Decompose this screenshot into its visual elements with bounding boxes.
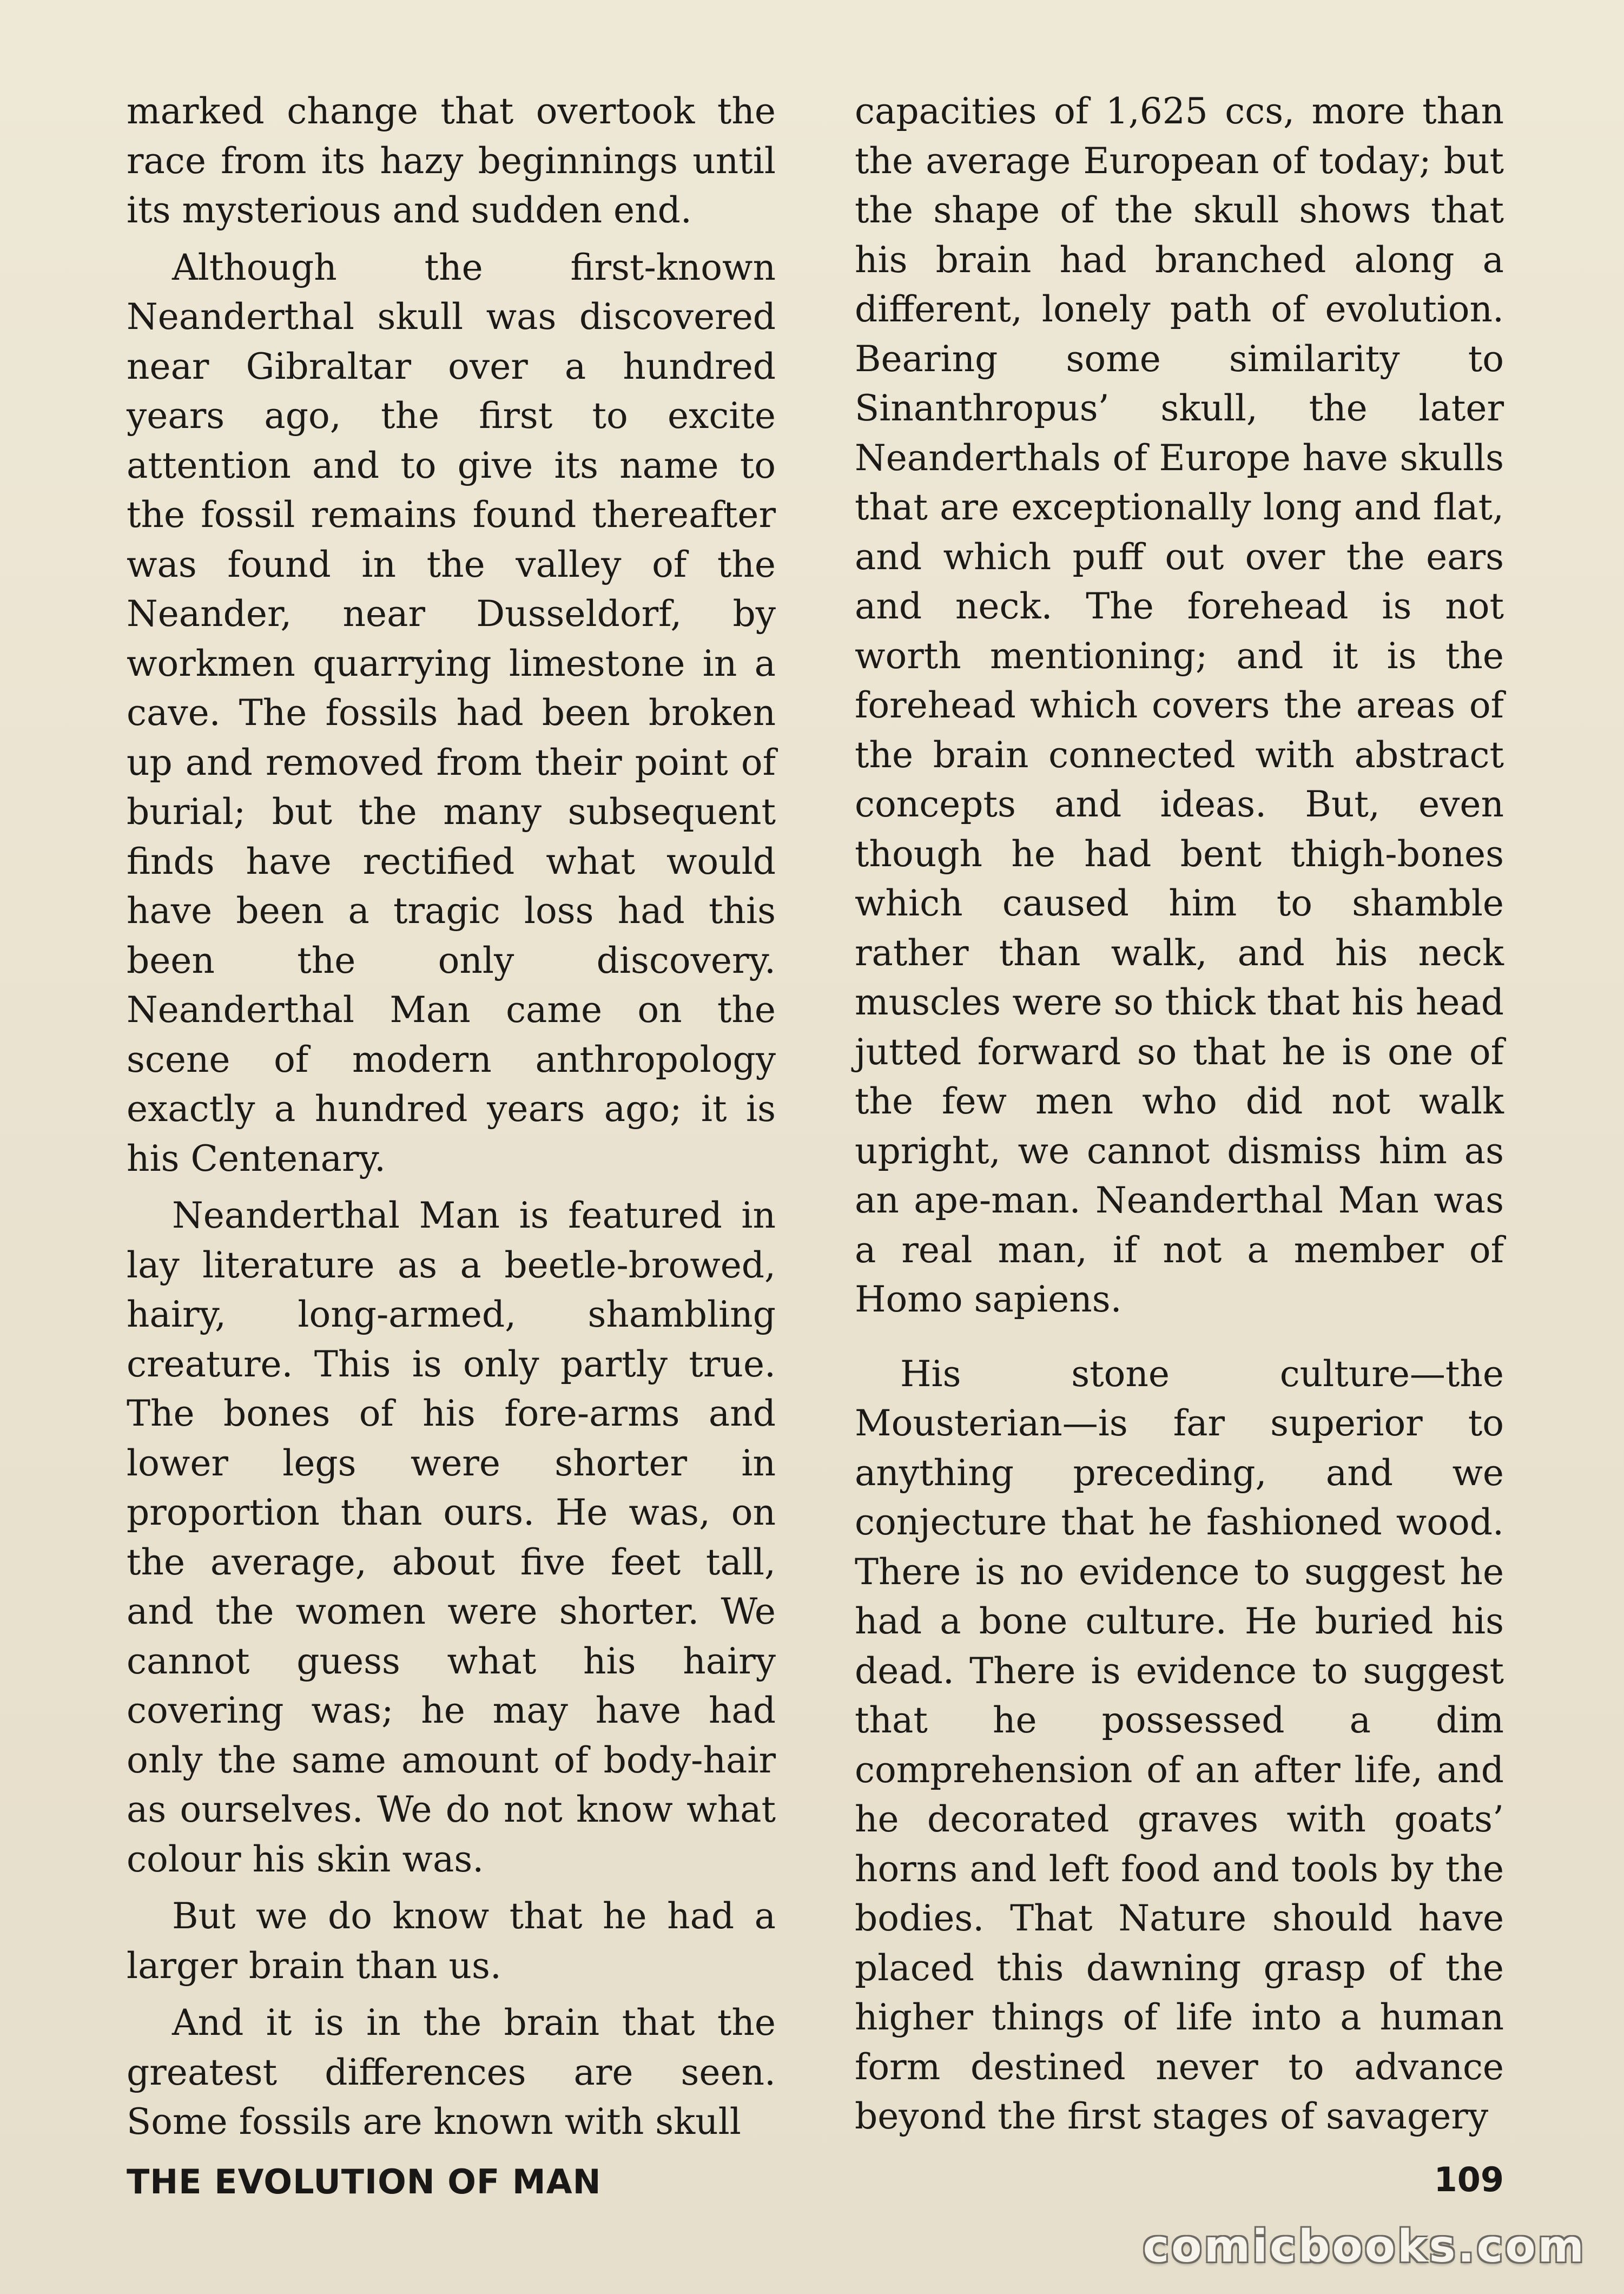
paragraph: capacities of 1,625 ccs, more than the average European of today; but the shape of the skull shows that his brain had branched along a different, lonely path of evolution. Bearing some similarity to Sinanthropus’ skull, the later Neanderthals of Europe have skulls that are exceptionally long and flat, and which puff out over the ears and neck. The forehead is not worth mentioning; and it is the forehead which covers the areas of the brain connected with abstract concepts and ideas. But, even though he had bent thigh-bones which caused him to shamble rather than walk, and his neck muscles were so thick that his head jutted forward so that he is one of the few men who did not walk upright, we cannot dismiss him as an ape-man. Neanderthal Man was a real man, if not a member of Homo sapiens. — [855, 90, 1504, 1320]
paragraph: Neanderthal Man is featured in lay literature as a beetle-browed, hairy, long-armed, shambling creature. This is only partly true. The bones of his fore-arms and lower legs were shorter in proportion than ours. He was, on the average, about five feet tall, and the women were shorter. We cannot guess what his hairy covering was; he may have had only the same amount of body-hair as ourselves. We do not know what colour his skin was. — [127, 1195, 776, 1880]
paragraph: Although the first-known Neanderthal skull was discovered near Gibraltar over a hundred years ago, the first to excite attention and to give its name to the fossil remains found thereafter was found in the valley of the Neander, near Dusseldorf, by workmen quarrying limestone in a cave. The fossils had been broken up and removed from their point of burial; but the many subsequent finds have rectified what would have been a tragic loss had this been the only discovery. Neanderthal Man came on the scene of modern anthropology exactly a hundred years ago; it is his Centenary. — [127, 246, 776, 1179]
paragraph: And it is in the brain that the greatest differences are seen. Some fossils are known with skull — [127, 2002, 776, 2143]
page-number: 109 — [1434, 2160, 1504, 2199]
right-text-column — [855, 87, 1504, 2141]
paragraph: But we do know that he had a larger brain than us. — [127, 1895, 776, 1987]
paragraph: marked change that overtook the race from its hazy beginnings until its mysterious and sudden end. — [127, 90, 776, 231]
watermark-logo: comicbooks.com — [1143, 2221, 1586, 2272]
paragraph: His stone culture—the Mousterian—is far superior to anything preceding, and we conjecture that he fashioned wood. There is no evidence to suggest he had a bone culture. He buried his dead. There is evidence to suggest that he possessed a dim comprehension of an after life, and he decorated graves with goats’ horns and left food and tools by the bodies. That Nature should have placed this dawning grasp of the higher things of life into a human form destined never to advance beyond the first stages of savagery — [855, 1353, 1504, 2137]
running-footer-title: THE EVOLUTION OF MAN — [127, 2162, 602, 2201]
left-text-column — [127, 87, 776, 2147]
